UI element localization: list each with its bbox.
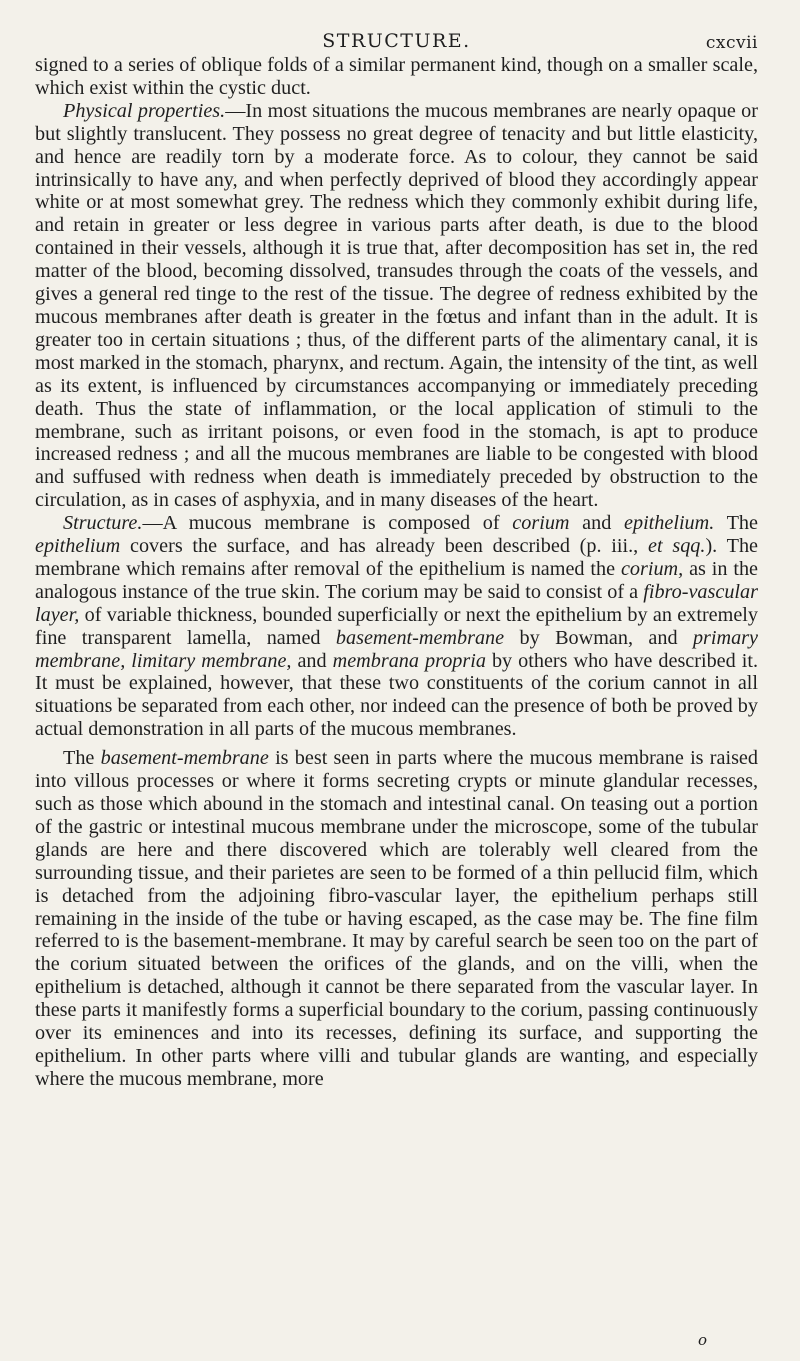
paragraph-basement-membrane [35, 747, 758, 1091]
text-run: —A mucous membrane is composed of [142, 512, 513, 535]
text-run: and [569, 512, 625, 535]
page-number: cxcvii [705, 33, 758, 53]
text-run: ). The membrane which remains after removal of the epithelium is named the [35, 535, 758, 580]
italic-run: fibro-vascular layer, [35, 580, 758, 626]
signature-mark: o [697, 1331, 707, 1349]
body-text [35, 54, 758, 1091]
italic-run: membrana propria [332, 649, 486, 672]
italic-run: basement-membrane [335, 626, 505, 649]
italic-run: corium, [620, 557, 684, 580]
text-run: The [714, 512, 758, 535]
paragraph-continuation [35, 54, 758, 100]
text-run: covers the surface, and has already been described (p. iii., [120, 535, 648, 558]
text-run: as in the analogous instance of the true skin. The corium may be said to consist of a [35, 557, 758, 603]
italic-run: primary membrane, limitary membrane, [35, 626, 758, 672]
italic-run: Physical properties. [63, 99, 226, 122]
text-run: by Bowman, and [504, 626, 693, 649]
paragraph-structure [35, 512, 758, 741]
italic-run: epithelium. [624, 512, 715, 535]
text-run: by others who have described it. It must be explained, however, that these two constituents of the corium cannot in all situations be separated from each other, nor indeed can the presence of both be proved by actual demonstration in all parts of the mucous membranes. [35, 649, 759, 741]
text-run: is best seen in parts where the mucous membrane is raised into villous processes or where it forms secreting crypts or minute glandular recesses, such as those which abound in the stomach and intestinal canal. On teasing out a portion of the gastric or intestinal mucous membrane under the microscope, some of the tubular glands are here and there discovered which are tolerably well cleared from the surrounding tissue, and their parietes are seen to be formed of a thin pellucid film, which is detached from the adjoining fibro-vascular layer, the epithelium perhaps still remaining in the inside of the tube or having escaped, as the case may be. The fine film referred to is the basement-membrane. It may by careful search be seen too on the part of the corium situated between the orifices of the glands, and on the villi, when the epithelium is detached, although it cannot be there separated from the vascular layer. In these parts it manifestly forms a superficial boundary to the corium, passing continuously over its eminences and into its recesses, defining its surface, and supporting the epithelium. In other parts where villi and tubular glands are wanting, and especially where the mucous membrane, more [35, 747, 758, 1090]
text-run: of variable thickness, bounded superficially or next the epithelium by an extremely fine transparent lamella, named [35, 603, 758, 649]
text-run: and [291, 649, 333, 672]
text-run: The [63, 747, 101, 770]
italic-run: basement-membrane [100, 747, 269, 770]
paragraph-physical-properties [35, 100, 758, 512]
italic-run: corium [512, 512, 570, 535]
italic-run: Structure. [63, 512, 143, 535]
italic-run: epithelium [35, 535, 121, 558]
running-title: STRUCTURE. [322, 30, 471, 52]
italic-run: et sqq. [648, 535, 706, 558]
text-run: —In most situations the mucous membranes are nearly opaque or but slightly translucent. They possess no great degree of tenacity and but little elasticity, and hence are readily torn by a moderate force. As to colour, they cannot be said intrinsically to have any, and when perfectly deprived of blood they accordingly appear white or at most somewhat grey. The redness which they commonly exhibit during life, and retain in greater or less degree in various parts after death, is due to the blood contained in their vessels, although it is true that, after decomposition has set in, the red matter of the blood, becoming dissolved, transudes through the coats of the vessels, and gives a general red tinge to the rest of the tissue. The degree of redness exhibited by the mucous membranes after death is greater in the fœtus and infant than in the adult. It is greater too in certain situations ; thus, of the different parts of the alimentary canal, it is most marked in the stomach, pharynx, and rectum. Again, the intensity of the tint, as well as its extent, is influenced by circumstances accompanying or immediately preceding death. Thus the state of inflammation, or the local application of stimuli to the membrane, such as irritant poisons, or even food in the stomach, is apt to produce increased redness ; and all the mucous membranes are liable to be congested with blood and suffused with redness when death is immediately preceded by obstruction to the circulation, as in cases of asphyxia, and in many diseases of the heart. [35, 99, 758, 512]
text-run: signed to a series of oblique folds of a similar permanent kind, though on a smaller scale, which exist within the cystic duct. [35, 54, 758, 99]
page-header [35, 0, 758, 54]
